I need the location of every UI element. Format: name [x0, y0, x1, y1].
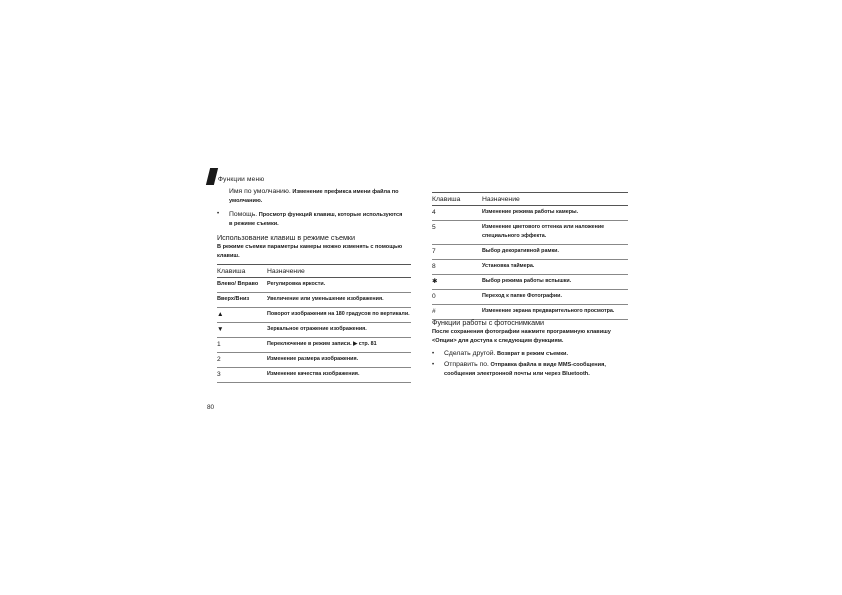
camera-keys-heading: Использование клавиш в режиме съемки: [217, 233, 356, 242]
purpose-cell: Изменение цветового оттенка или наложение специального эффекта.: [482, 221, 628, 245]
table-row: [432, 245, 628, 260]
key-cell: 5: [432, 221, 482, 245]
table-row: [217, 278, 411, 293]
purpose-cell: Изменение размера изображения.: [267, 353, 411, 368]
default-name-paragraph: [229, 187, 407, 206]
table-row: [217, 338, 411, 353]
table-row: [432, 290, 628, 305]
take-another-lead: Сделать другой.: [444, 350, 496, 357]
take-another-bullet: [444, 349, 628, 359]
purpose-cell: Выбор режима работы вспышки.: [482, 275, 628, 290]
key-cell: 7: [432, 245, 482, 260]
table-row: [217, 293, 411, 308]
photo-functions-heading: Функции работы с фотоснимками: [432, 318, 545, 327]
purpose-cell: Поворот изображения на 180 градусов по вертикали.: [267, 308, 411, 323]
table-row: [217, 368, 411, 383]
key-cell: 4: [432, 206, 482, 221]
help-text: Просмотр функций клавиш, которые используются в режиме съемки.: [229, 212, 403, 227]
help-bullet: [229, 210, 407, 229]
table-header-row: [217, 265, 411, 278]
help-lead: Помощь.: [229, 211, 258, 218]
key-cell: ▲: [217, 308, 267, 323]
purpose-cell: Выбор декоративной рамки.: [482, 245, 628, 260]
purpose-cell: Изменение режима работы камеры.: [482, 206, 628, 221]
bullet-marker: •: [432, 362, 435, 368]
section-title: Функции меню: [218, 176, 265, 183]
default-name-text: Изменение префикса имени файла по умолчанию.: [229, 189, 399, 204]
purpose-cell: Переключение в режим записи. ▶ стр. 81: [267, 338, 411, 353]
camera-keys-table: [217, 264, 411, 383]
section-tab-marker: [206, 168, 218, 185]
key-cell: 2: [217, 353, 267, 368]
take-another-text: Возврат в режим съемки.: [497, 351, 569, 357]
key-cell: Вверх/Вниз: [217, 293, 267, 308]
photo-functions-desc: После сохранения фотографии нажмите программную клавишу <Опции> для доступа к следующим функциям.: [432, 329, 611, 344]
bullet-marker: •: [432, 351, 435, 357]
purpose-cell: Изменение экрана предварительного просмотра.: [482, 305, 628, 320]
send-via-text: Отправка файла в виде MMS-сообщения, сообщения электронной почты или через Bluetooth.: [444, 362, 606, 377]
purpose-cell: Зеркальное отражение изображения.: [267, 323, 411, 338]
key-cell: Влево/ Вправо: [217, 278, 267, 293]
key-cell: 8: [432, 260, 482, 275]
key-cell: 3: [217, 368, 267, 383]
table-row: [432, 221, 628, 245]
key-cell: 0: [432, 290, 482, 305]
table-row: [217, 308, 411, 323]
table-row: [217, 353, 411, 368]
table-row: [432, 206, 628, 221]
table-header-row: [432, 193, 628, 206]
purpose-cell: Установка таймера.: [482, 260, 628, 275]
key-cell: 1: [217, 338, 267, 353]
camera-keys-desc: В режиме съемки параметры камеры можно изменять с помощью клавиш.: [217, 244, 403, 259]
purpose-cell: Изменение качества изображения.: [267, 368, 411, 383]
column-header-key: Клавиша: [432, 193, 482, 206]
purpose-cell: Переход к папке Фотографии.: [482, 290, 628, 305]
asterisk-key-cell: ✱: [432, 275, 482, 290]
table-row: [432, 275, 628, 290]
column-header-purpose: Назначение: [482, 193, 628, 206]
bullet-marker: •: [217, 211, 220, 217]
camera-keys-table-continued: [432, 192, 628, 320]
column-header-key: Клавиша: [217, 265, 267, 278]
page-number: 80: [207, 404, 215, 411]
hash-key-cell: #: [432, 305, 482, 320]
default-name-lead: Имя по умолчанию.: [229, 188, 291, 195]
column-header-purpose: Назначение: [267, 265, 411, 278]
table-row: [432, 260, 628, 275]
purpose-cell: Увеличение или уменьшение изображения.: [267, 293, 411, 308]
key-cell: ▼: [217, 323, 267, 338]
purpose-cell: Регулировка яркости.: [267, 278, 411, 293]
send-via-bullet: [444, 360, 628, 379]
table-row: [217, 323, 411, 338]
send-via-lead: Отправить по.: [444, 361, 489, 368]
